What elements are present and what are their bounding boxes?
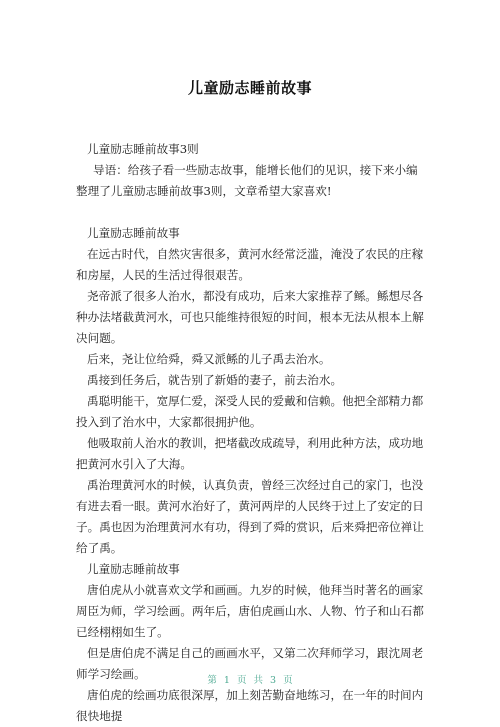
body-paragraph: 他吸取前人治水的教训，把堵截改成疏导，利用此种方法，成功地把黄河水引入了大海。 bbox=[76, 436, 424, 471]
page-footer: 第 1 页 共 3 页 bbox=[207, 675, 293, 686]
body-paragraph: 尧帝派了很多人治水，都没有成功，后来大家推荐了鲧。鲧想尽各种办法堵截黄河水，可也只能维持很短的时间，根本无法从根本上解决问题。 bbox=[76, 289, 424, 345]
document-body bbox=[76, 139, 424, 727]
body-paragraph: 但是唐伯虎不满足自己的画画水平，又第二次拜师学习，跟沈周老师学习绘画。 bbox=[76, 646, 424, 681]
document-title: 儿童励志睡前故事 bbox=[187, 79, 312, 97]
paragraph-gap bbox=[76, 202, 424, 223]
body-paragraph: 禹聪明能干，宽厚仁爱，深受人民的爱戴和信赖。他把全部精力都投入到了治水中，大家都很拥护他。 bbox=[76, 394, 424, 429]
section-heading: 儿童励志睡前故事 bbox=[87, 226, 180, 240]
subtitle-paragraph: 儿童励志睡前故事3则 bbox=[87, 142, 199, 156]
section-heading: 儿童励志睡前故事 bbox=[87, 562, 180, 576]
body-paragraph: 后来，尧让位给舜，舜又派鲧的儿子禹去治水。 bbox=[87, 352, 331, 366]
body-paragraph: 唐伯虎从小就喜欢文学和画画。九岁的时候，他拜当时著名的画家周臣为师，学习绘画。两年后，唐伯虎画山水、人物、竹子和山石都已经栩栩如生了。 bbox=[76, 583, 424, 639]
body-paragraph: 禹治理黄河水的时候，认真负责，曾经三次经过自己的家门，也没有进去看一眼。黄河水治好了，黄河两岸的人民终于过上了安定的日子。禹也因为治理黄河水有功，得到了舜的赏识，后来舜把帝位禅让给了禹。 bbox=[76, 478, 424, 555]
intro-paragraph: 导语：给孩子看一些励志故事，能增长他们的见识，接下来小编整理了儿童励志睡前故事3则，文章希望大家喜欢! bbox=[76, 163, 418, 198]
body-paragraph: 唐伯虎的绘画功底很深厚，加上刻苦勤奋地练习，在一年的时间内很快地提 bbox=[76, 688, 424, 723]
body-paragraph: 在远古时代，自然灾害很多，黄河水经常泛滥，淹没了农民的庄稼和房屋，人民的生活过得很艰苦。 bbox=[76, 247, 424, 282]
body-paragraph: 禹接到任务后，就告别了新婚的妻子，前去治水。 bbox=[87, 373, 343, 387]
